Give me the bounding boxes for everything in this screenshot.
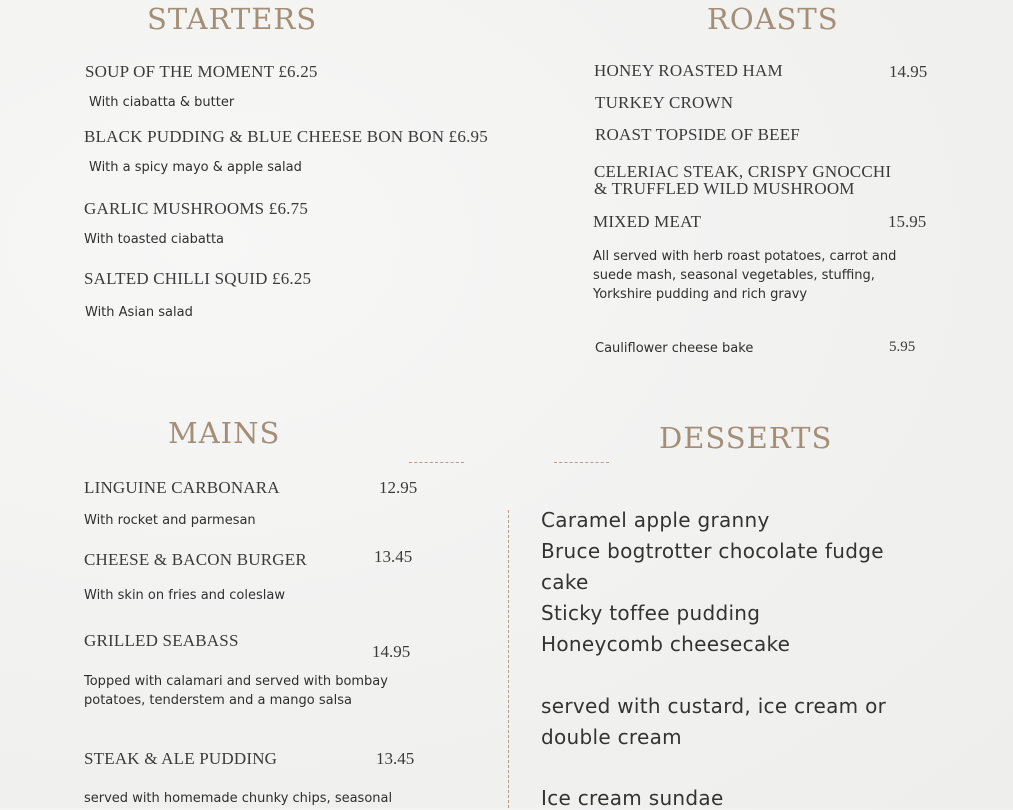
starter-bon-bon: BLACK PUDDING & BLUE CHEESE BON BON £6.95: [84, 127, 488, 146]
main-burger-desc: With skin on fries and coleslaw: [84, 588, 285, 603]
roast-ham: HONEY ROASTED HAM: [594, 61, 783, 80]
main-seabass-desc-line1: Topped with calamari and served with bombay: [84, 674, 388, 689]
main-linguine-price: 12.95: [379, 478, 418, 497]
roasts-served-line3: Yorkshire pudding and rich gravy: [593, 287, 808, 302]
starter-garlic-mushrooms-desc: With toasted ciabatta: [84, 232, 225, 247]
mains-divider-dash: [409, 462, 464, 463]
starter-garlic-mushrooms: GARLIC MUSHROOMS £6.75: [84, 199, 309, 218]
desserts-served-line1: served with custard, ice cream or: [541, 694, 887, 718]
desserts-heading: DESSERTS: [659, 421, 833, 455]
roast-celeriac-line2: & TRUFFLED WILD MUSHROOM: [594, 179, 855, 198]
main-seabass-desc-line2: potatoes, tenderstem and a mango salsa: [84, 693, 352, 708]
dessert-fudge-cake: Bruce bogtrotter chocolate fudge: [541, 539, 884, 563]
dessert-caramel-apple: Caramel apple granny: [541, 508, 770, 532]
roast-mixed-meat: MIXED MEAT: [593, 212, 702, 231]
starter-soup-desc: With ciabatta & butter: [89, 95, 235, 110]
main-seabass: GRILLED SEABASS: [84, 631, 239, 650]
starter-bon-bon-desc: With a spicy mayo & apple salad: [89, 160, 302, 175]
desserts-served-line2: double cream: [541, 725, 682, 749]
main-seabass-price: 14.95: [372, 642, 411, 661]
main-linguine-desc: With rocket and parmesan: [84, 513, 256, 528]
roasts-served-line1: All served with herb roast potatoes, carrot and: [593, 249, 897, 264]
column-divider: [508, 510, 509, 808]
roast-turkey: TURKEY CROWN: [595, 93, 734, 112]
roast-celeriac-line1: CELERIAC STEAK, CRISPY GNOCCHI: [594, 162, 892, 181]
main-steak-ale: STEAK & ALE PUDDING: [84, 749, 278, 768]
dessert-sticky-toffee: Sticky toffee pudding: [541, 601, 761, 625]
dessert-fudge-cake-cont: cake: [541, 570, 589, 594]
roasts-served-line2: suede mash, seasonal vegetables, stuffing,: [593, 268, 875, 283]
dessert-honeycomb: Honeycomb cheesecake: [541, 632, 791, 656]
starter-soup: SOUP OF THE MOMENT £6.25: [85, 62, 318, 81]
roast-mixed-meat-price: 15.95: [888, 212, 927, 231]
dessert-sundae: Ice cream sundae: [541, 786, 724, 810]
main-steak-ale-desc: served with homemade chunky chips, seasonal: [84, 791, 393, 806]
main-burger-price: 13.45: [374, 547, 413, 566]
roasts-heading: ROASTS: [707, 2, 839, 36]
starter-squid-desc: With Asian salad: [85, 305, 193, 320]
roast-ham-price: 14.95: [889, 62, 928, 81]
starter-squid: SALTED CHILLI SQUID £6.25: [84, 269, 312, 288]
roast-beef: ROAST TOPSIDE OF BEEF: [595, 125, 800, 144]
mains-heading: MAINS: [168, 416, 281, 450]
main-burger: CHEESE & BACON BURGER: [84, 550, 307, 569]
roasts-side-name: Cauliflower cheese bake: [595, 341, 754, 356]
desserts-divider-dash: [554, 462, 609, 463]
starters-heading: STARTERS: [147, 2, 318, 36]
main-steak-ale-price: 13.45: [376, 749, 415, 768]
main-linguine: LINGUINE CARBONARA: [84, 478, 280, 497]
roasts-side-price: 5.95: [889, 339, 916, 355]
